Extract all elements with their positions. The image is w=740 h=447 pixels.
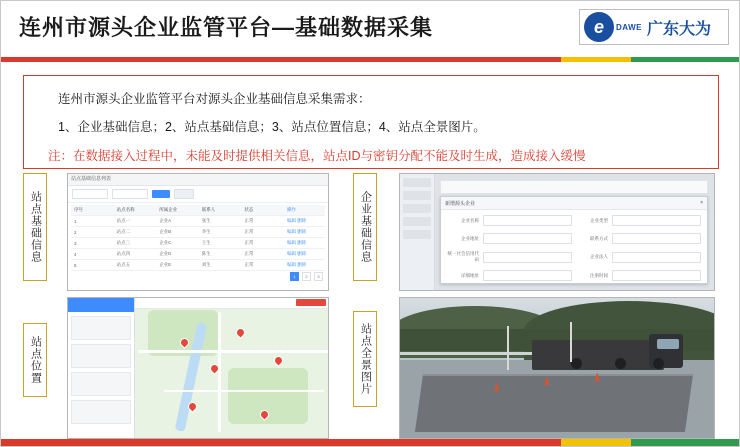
photo-truck-wheel — [653, 358, 664, 369]
photo-pole — [570, 322, 572, 362]
map-road — [218, 312, 221, 432]
form-row — [447, 233, 701, 244]
row-actions[interactable]: 编辑 删除 — [286, 218, 307, 223]
cell: 正常 — [244, 262, 254, 267]
row-actions[interactable]: 编辑 删除 — [286, 240, 307, 245]
map-pin[interactable] — [234, 326, 247, 339]
field-input[interactable] — [483, 270, 572, 281]
requirements-list: 1、企业基础信息；2、站点基础信息；3、站点位置信息；4、站点全景图片。 — [58, 120, 486, 134]
field-label: 统一社会信用代码 — [447, 251, 479, 262]
map-action-button[interactable] — [296, 299, 326, 306]
mock-reset-button[interactable] — [174, 189, 194, 199]
logo-company-name: 广东大为 — [647, 20, 712, 38]
cell: 4 — [74, 251, 77, 257]
page-title: 连州市源头企业监管平台—基础数据采集 — [19, 15, 434, 40]
mock-page-toolbar — [440, 180, 708, 194]
cell: 1 — [74, 218, 77, 224]
mock-toolbar — [68, 174, 328, 186]
field-input[interactable] — [612, 215, 701, 226]
cell: 站点四 — [116, 251, 131, 256]
close-icon[interactable]: × — [700, 200, 703, 206]
screenshot-station-location — [67, 297, 329, 439]
mock-col-3: 联系人 — [201, 207, 216, 212]
field-input[interactable] — [483, 215, 572, 226]
mock-col-0: 序号 — [74, 207, 83, 212]
cell: 张生 — [201, 218, 211, 223]
panorama-photo — [400, 298, 714, 438]
color-bar-segment-green — [631, 57, 740, 62]
row-actions[interactable]: 编辑 删除 — [286, 262, 307, 267]
label-station-location: 站点位置 — [23, 323, 47, 397]
cell: 站点五 — [116, 262, 131, 267]
table-row[interactable] — [71, 216, 325, 227]
cell: 站点三 — [116, 240, 131, 245]
cell: 王生 — [201, 240, 211, 245]
cell: 企业A — [159, 218, 172, 223]
footer-segment-yellow — [561, 439, 631, 446]
dialog-header — [441, 197, 707, 210]
dialog-title: 新增源头企业 — [445, 200, 476, 207]
screenshot-station-panorama — [399, 297, 715, 439]
mock-search-button[interactable] — [152, 190, 170, 198]
color-bar-segment-yellow — [561, 57, 631, 62]
mock-col-4: 状态 — [244, 207, 254, 212]
mock-nav-item[interactable] — [403, 204, 431, 213]
page-2[interactable]: 2 — [302, 272, 311, 281]
cell: 正常 — [244, 218, 254, 223]
mock-nav-item[interactable] — [403, 217, 431, 226]
map-canvas[interactable] — [68, 298, 328, 438]
map-result-card[interactable] — [71, 400, 131, 424]
photo-truck-body — [532, 340, 664, 370]
cell: 站点二 — [116, 229, 131, 234]
table-row[interactable] — [71, 227, 325, 238]
map-sidebar — [68, 298, 135, 438]
cell: 站点一 — [116, 218, 131, 223]
map-road — [138, 350, 328, 353]
cell: 企业D — [159, 251, 172, 256]
screenshot-station-basic — [67, 173, 329, 291]
mock-table-header — [71, 205, 325, 216]
field-label: 详细地址 — [461, 272, 479, 278]
logo-subtext: DAWE — [616, 22, 642, 32]
mock-col-2: 所属企业 — [159, 207, 178, 212]
field-label: 企业类型 — [590, 217, 608, 223]
label-station-basic: 站点基础信息 — [23, 173, 47, 281]
field-label: 企业法人 — [590, 254, 608, 259]
field-input[interactable] — [612, 252, 701, 263]
table-row[interactable] — [71, 238, 325, 249]
label-enterprise-basic: 企业基础信息 — [353, 173, 377, 281]
mock-nav-item[interactable] — [403, 191, 431, 200]
screenshot-enterprise-basic — [399, 173, 715, 291]
table-row[interactable] — [71, 260, 325, 271]
cell: 5 — [74, 262, 77, 268]
page-3[interactable]: 3 — [314, 272, 323, 281]
label-station-panorama: 站点全景图片 — [353, 311, 377, 407]
map-result-card[interactable] — [71, 372, 131, 396]
form-row — [447, 270, 701, 281]
mock-col-5: 操作 — [286, 207, 296, 212]
field-label: 企业地址 — [461, 235, 479, 241]
add-enterprise-dialog — [440, 196, 708, 284]
mock-filter-input-1[interactable] — [72, 189, 108, 199]
row-actions[interactable]: 编辑 删除 — [286, 229, 307, 234]
page-1[interactable]: 1 — [290, 272, 299, 281]
table-row[interactable] — [71, 249, 325, 260]
field-label: 企业名称 — [461, 217, 479, 223]
map-result-card[interactable] — [71, 344, 131, 368]
mock-panel-title: 站点基础信息列表 — [71, 176, 112, 182]
cell: 2 — [74, 229, 77, 235]
field-input[interactable] — [483, 252, 572, 263]
dialog-body — [441, 210, 707, 291]
field-input[interactable] — [612, 270, 701, 281]
field-input[interactable] — [612, 233, 701, 244]
photo-weighbridge-plate — [415, 374, 693, 432]
form-row — [447, 215, 701, 226]
logo-mark-icon: e — [584, 12, 614, 42]
mock-filter-bar — [68, 186, 328, 203]
cell: 3 — [74, 240, 77, 246]
footer-color-bar — [1, 439, 740, 446]
mock-nav-item[interactable] — [403, 178, 431, 187]
requirements-panel — [23, 75, 719, 169]
company-logo — [579, 9, 729, 45]
footer-segment-green — [631, 439, 740, 446]
row-actions[interactable]: 编辑 删除 — [286, 251, 307, 256]
mock-filter-input-2[interactable] — [112, 189, 148, 199]
map-result-card[interactable] — [71, 316, 131, 340]
photo-fence — [400, 352, 544, 355]
mock-col-1: 站点名称 — [116, 207, 135, 212]
photo-truck-window — [657, 339, 679, 349]
requirements-note: 注：在数据接入过程中，未能及时提供相关信息，站点ID与密钥分配不能及时生成，造成接入缓慢 — [48, 149, 586, 163]
header-color-bar — [1, 57, 740, 62]
cell: 企业E — [159, 262, 172, 267]
map-pin[interactable] — [272, 354, 285, 367]
map-sidebar-header — [68, 298, 134, 312]
map-road — [164, 390, 324, 392]
slide-header — [1, 1, 740, 57]
footer-segment-red — [1, 439, 561, 446]
field-input[interactable] — [483, 233, 572, 244]
field-label: 联系方式 — [590, 235, 608, 241]
mock-nav-item[interactable] — [403, 230, 431, 239]
form-row — [447, 251, 701, 263]
field-label: 注册时间 — [590, 272, 608, 278]
cell: 正常 — [244, 240, 254, 245]
cell: 正常 — [244, 251, 254, 256]
cell: 企业C — [159, 240, 172, 245]
cell: 李生 — [201, 229, 211, 234]
color-bar-segment-red — [1, 57, 561, 62]
cell: 企业B — [159, 229, 172, 234]
requirements-intro: 连州市源头企业监管平台对源头企业基础信息采集需求： — [58, 92, 371, 106]
photo-pole — [507, 326, 509, 370]
mock-modal-overlay — [400, 174, 714, 290]
mock-pagination[interactable] — [68, 271, 328, 282]
map-top-bar — [134, 298, 328, 309]
cell: 陈生 — [201, 251, 211, 256]
mock-left-nav — [400, 174, 435, 290]
cell: 正常 — [244, 229, 254, 234]
cell: 刘生 — [201, 262, 211, 267]
mock-table — [68, 203, 328, 271]
